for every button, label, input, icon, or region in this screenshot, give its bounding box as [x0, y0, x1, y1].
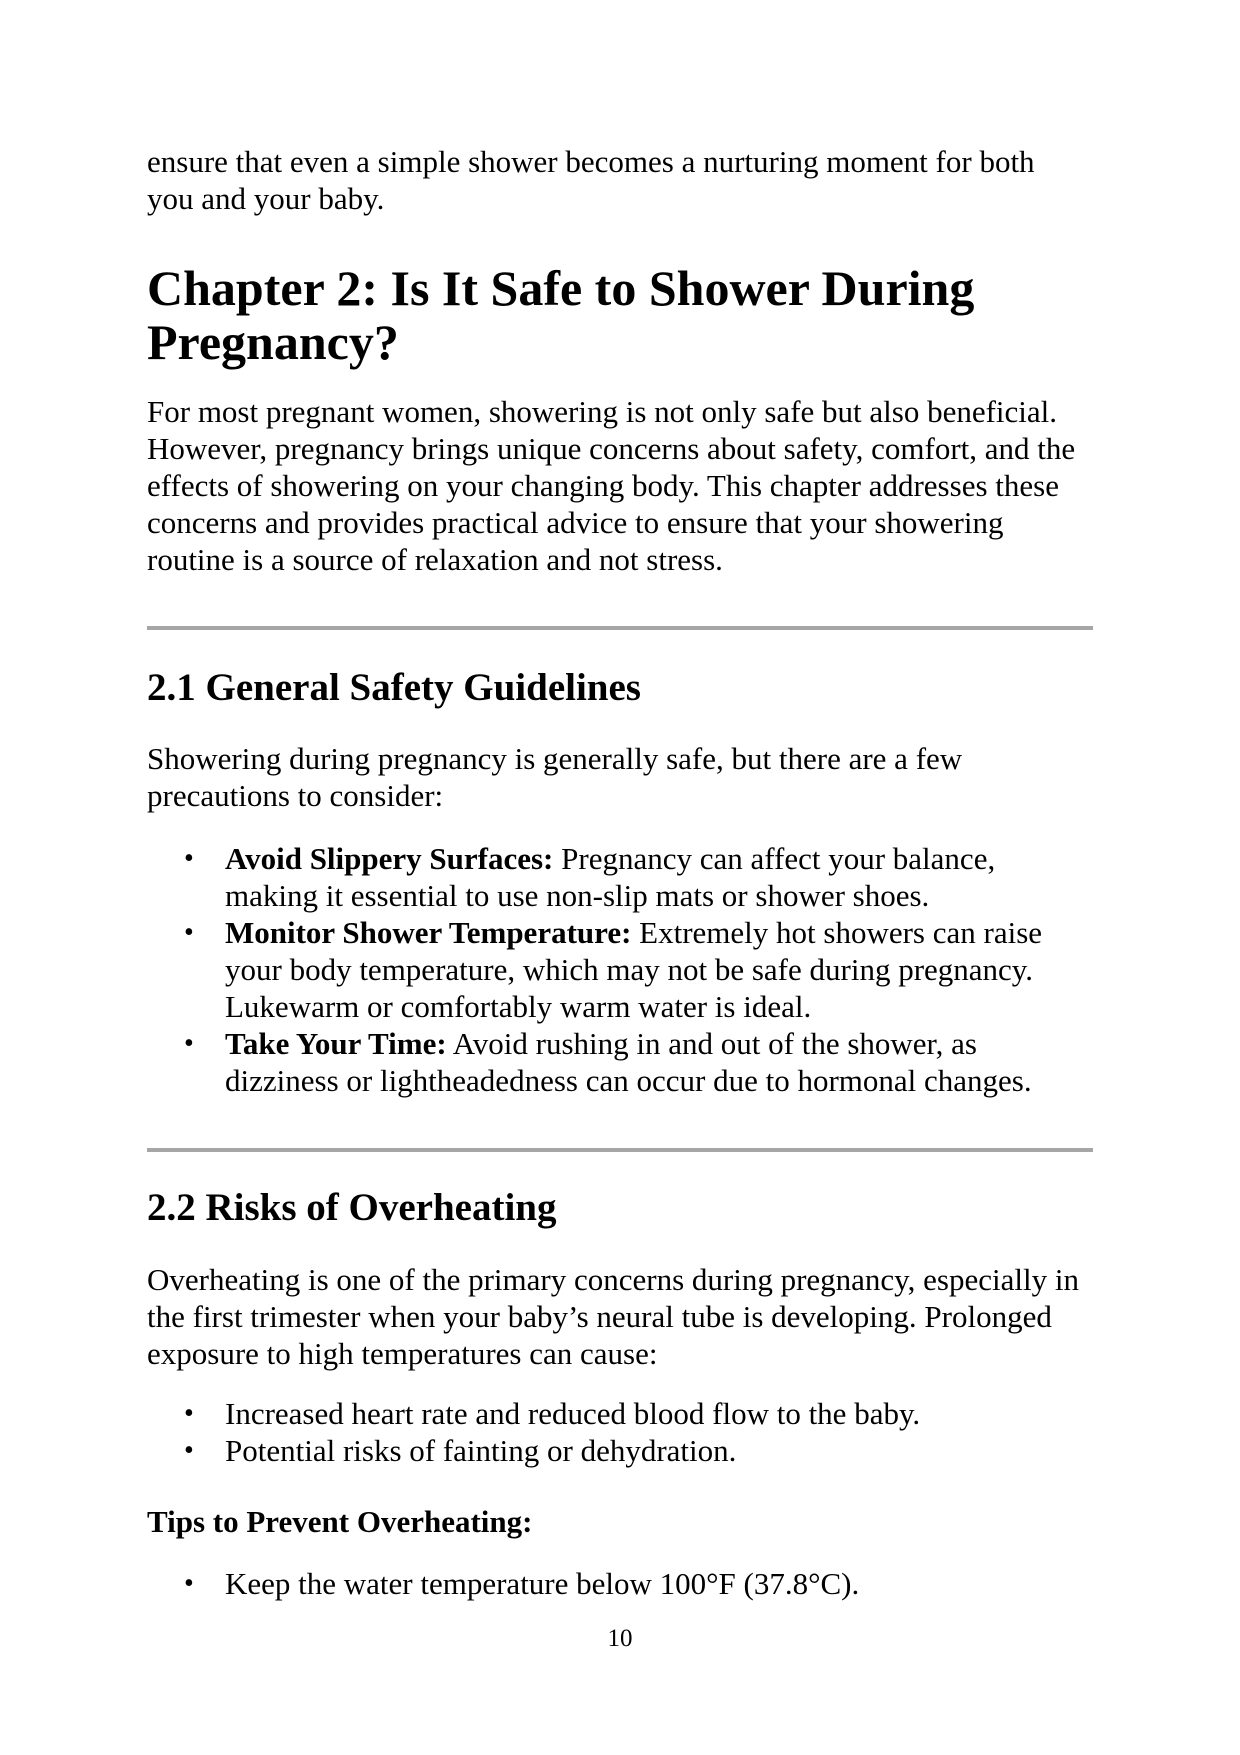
- list-item: [147, 1432, 1093, 1469]
- bullet-label: Monitor Shower Temperature:: [225, 915, 632, 950]
- section-heading-2-1: 2.1 General Safety Guidelines: [147, 666, 641, 709]
- section-2-2-lead-paragraph: Overheating is one of the primary concerns during pregnancy, especially in the first trimester when your baby’s neural tube is developing. Prolonged exposure to high temperatures can cause:: [147, 1262, 1079, 1371]
- section-divider: [147, 626, 1093, 630]
- bullet-icon: •: [184, 1398, 194, 1429]
- bullet-label: Take Your Time:: [225, 1026, 447, 1061]
- list-item: [147, 1395, 1093, 1432]
- overheating-risks-list: [147, 1395, 1093, 1469]
- bullet-label: Avoid Slippery Surfaces:: [225, 841, 554, 876]
- tips-subheading: Tips to Prevent Overheating:: [147, 1504, 533, 1539]
- chapter-heading: Chapter 2: Is It Safe to Shower During Pregnancy?: [147, 260, 975, 370]
- bullet-icon: •: [184, 1435, 194, 1466]
- bullet-icon: •: [184, 843, 194, 874]
- bullet-text: Avoid rushing in and out of the shower, as dizziness or lightheadedness can occur due to hormonal changes.: [225, 1026, 1032, 1098]
- bullet-icon: •: [184, 1028, 194, 1059]
- page-number: 10: [607, 1625, 633, 1652]
- chapter-intro-paragraph: For most pregnant women, showering is not only safe but also beneficial. However, pregnancy brings unique concerns about safety, comfort, and the effects of showering on your changing body. This chapter addresses these concerns and provides practical advice to ensure that your showering routine is a source of relaxation and not stress.: [147, 394, 1076, 577]
- bullet-text: Pregnancy can affect your balance, making it essential to use non-slip mats or shower shoes.: [225, 841, 996, 913]
- section-heading-2-2: 2.2 Risks of Overheating: [147, 1186, 557, 1229]
- bullet-icon: •: [184, 917, 194, 948]
- list-item: [147, 914, 1093, 1025]
- bullet-text: Potential risks of fainting or dehydration.: [225, 1433, 737, 1468]
- bullet-text: Keep the water temperature below 100°F (37.8°C).: [225, 1566, 860, 1601]
- bullet-text: Extremely hot showers can raise your body temperature, which may not be safe during pregnancy. Lukewarm or comfortably warm water is ideal.: [225, 915, 1043, 1024]
- section-2-1-lead-paragraph: Showering during pregnancy is generally safe, but there are a few precautions to consider:: [147, 741, 963, 813]
- bullet-text: Increased heart rate and reduced blood flow to the baby.: [225, 1396, 921, 1431]
- safety-guidelines-list: [147, 840, 1093, 1099]
- list-item: [147, 1565, 1093, 1602]
- list-item: [147, 1025, 1093, 1099]
- carryover-paragraph: ensure that even a simple shower becomes a nurturing moment for both you and your baby.: [147, 144, 1035, 216]
- section-divider: [147, 1148, 1093, 1152]
- list-item: [147, 840, 1093, 914]
- prevent-overheating-tips-list: [147, 1565, 1093, 1602]
- bullet-icon: •: [184, 1568, 194, 1599]
